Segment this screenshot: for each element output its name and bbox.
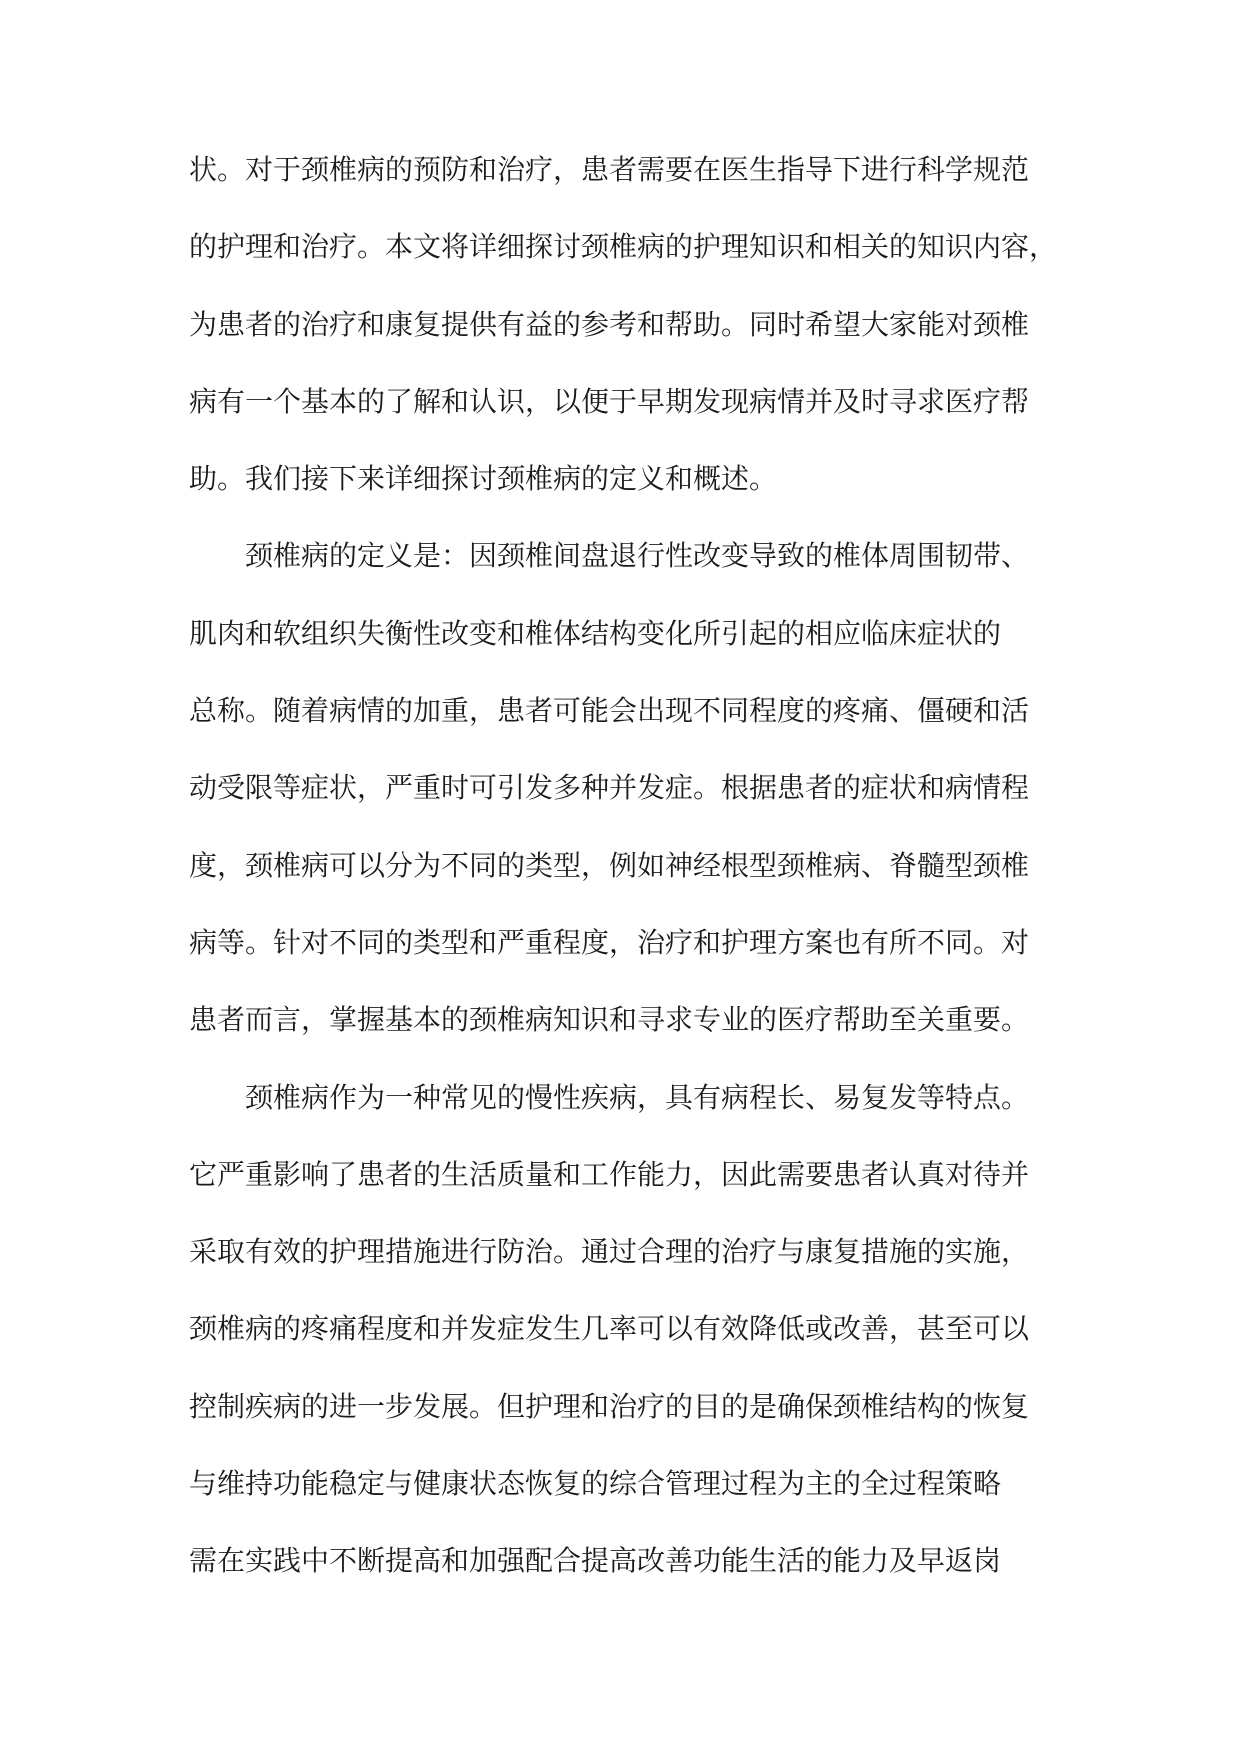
text-line: 为患者的治疗和康复提供有益的参考和帮助。同时希望大家能对颈椎: [189, 307, 1030, 341]
text-line: 病有一个基本的了解和认识，以便于早期发现病情并及时寻求医疗帮: [189, 384, 1030, 418]
text-line: 采取有效的护理措施进行防治。通过合理的治疗与康复措施的实施，: [189, 1235, 1030, 1269]
text-line: 病等。针对不同的类型和严重程度，治疗和护理方案也有所不同。对: [189, 925, 1030, 959]
text-line: 与维持功能稳定与健康状态恢复的综合管理过程为主的全过程策略: [189, 1467, 1002, 1501]
text-line: 状。对于颈椎病的预防和治疗，患者需要在医生指导下进行科学规范: [189, 153, 1030, 186]
text-line: 肌肉和软组织失衡性改变和椎体结构变化所引起的相应临床症状的: [189, 616, 1002, 650]
text-line: 需在实践中不断提高和加强配合提高改善功能生活的能力及早返岗: [189, 1544, 1002, 1578]
text-line: 的护理和治疗。本文将详细探讨颈椎病的护理知识和相关的知识内容，: [189, 230, 1058, 264]
text-line: 颈椎病的定义是：因颈椎间盘退行性改变导致的椎体周围韧带、: [189, 539, 1030, 573]
text-line: 颈椎病的疼痛程度和并发症发生几率可以有效降低或改善，甚至可以: [189, 1312, 1030, 1346]
text-line: 患者而言，掌握基本的颈椎病知识和寻求专业的医疗帮助至关重要。: [189, 1003, 1030, 1037]
text-line: 颈椎病作为一种常见的慢性疾病，具有病程长、易复发等特点。: [189, 1080, 1030, 1114]
text-line: 它严重影响了患者的生活质量和工作能力，因此需要患者认真对待并: [189, 1157, 1030, 1191]
text-line: 控制疾病的进一步发展。但护理和治疗的目的是确保颈椎结构的恢复: [189, 1389, 1030, 1423]
body-text: [189, 150, 1069, 1619]
text-line: 总称。随着病情的加重，患者可能会出现不同程度的疼痛、僵硬和活: [189, 694, 1030, 728]
text-line: 度，颈椎病可以分为不同的类型，例如神经根型颈椎病、脊髓型颈椎: [189, 848, 1030, 882]
text-line: 助。我们接下来详细探讨颈椎病的定义和概述。: [189, 462, 778, 496]
text-line: 动受限等症状，严重时可引发多种并发症。根据患者的症状和病情程: [189, 771, 1030, 805]
